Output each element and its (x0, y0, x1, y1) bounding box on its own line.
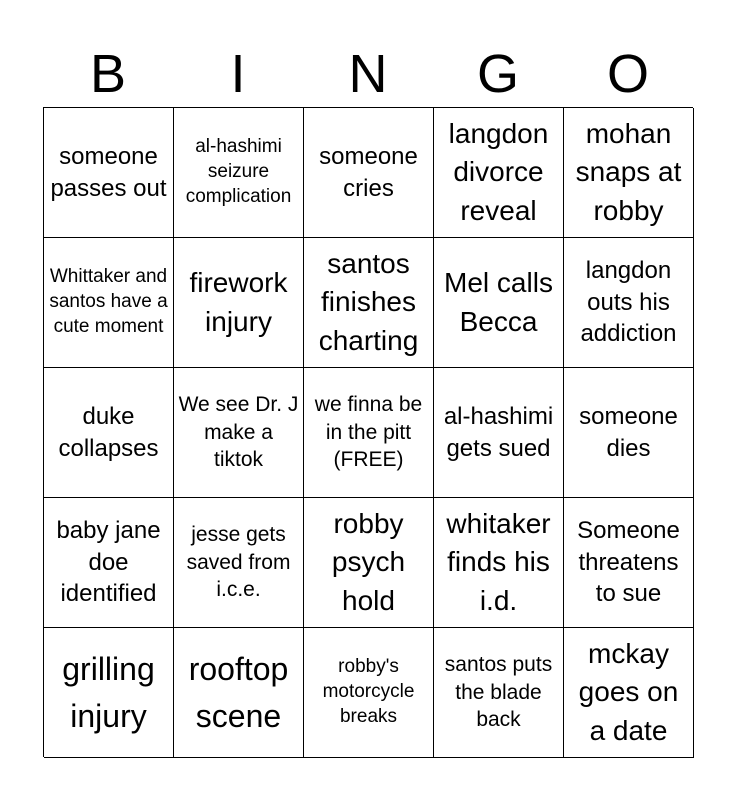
bingo-cell[interactable] (564, 628, 694, 758)
bingo-board (43, 107, 693, 757)
bingo-cell[interactable] (434, 628, 564, 758)
cell-text: santos puts the blade back (444, 652, 553, 732)
header-letter-b: B (89, 44, 127, 104)
bingo-cell[interactable] (304, 108, 434, 238)
cell-text: We see Dr. J make a tiktok (178, 392, 299, 472)
bingo-cell[interactable] (564, 368, 694, 498)
bingo-cell[interactable] (174, 108, 304, 238)
bingo-cell[interactable] (174, 368, 304, 498)
cell-text: Mel calls Becca (444, 266, 553, 337)
bingo-cell[interactable] (44, 368, 174, 498)
bingo-cell[interactable] (564, 238, 694, 368)
cell-text: Someone threatens to sue (577, 516, 680, 608)
cell-text: jesse gets saved from i.c.e. (186, 522, 291, 602)
bingo-cell[interactable] (564, 498, 694, 628)
bingo-cell[interactable] (304, 238, 434, 368)
bingo-cell[interactable] (434, 498, 564, 628)
bingo-cell[interactable] (564, 108, 694, 238)
bingo-cell[interactable] (174, 628, 304, 758)
bingo-cell[interactable] (44, 498, 174, 628)
header-letter-o: O (606, 44, 649, 104)
cell-text: duke collapses (58, 402, 159, 462)
bingo-cell[interactable] (44, 238, 174, 368)
cell-text: al-hashimi gets sued (443, 402, 554, 462)
bingo-cell[interactable] (44, 108, 174, 238)
cell-text: Whittaker and santos have a cute moment (49, 266, 168, 337)
cell-text: rooftop scene (188, 651, 289, 734)
cell-text: someone cries (319, 142, 418, 202)
header-letter-n: N (348, 44, 388, 104)
bingo-cell[interactable] (434, 368, 564, 498)
cell-text: langdon outs his addiction (580, 256, 677, 348)
cell-text: mohan snaps at robby (575, 117, 682, 226)
cell-text: al-hashimi seizure complication (185, 136, 292, 207)
header-letter-g: G (476, 44, 519, 104)
bingo-cell[interactable] (44, 628, 174, 758)
cell-text: langdon divorce reveal (448, 117, 549, 226)
bingo-cell[interactable] (304, 498, 434, 628)
cell-text: we finna be in the pitt (FREE) (314, 392, 423, 472)
bingo-cell[interactable] (174, 498, 304, 628)
cell-text: robby psych hold (331, 507, 406, 616)
header-letter-i: I (230, 44, 246, 104)
cell-text: santos finishes charting (318, 247, 419, 356)
cell-text: someone dies (579, 402, 678, 462)
bingo-cell[interactable] (304, 368, 434, 498)
bingo-cell[interactable] (304, 628, 434, 758)
cell-text: whitaker finds his i.d. (446, 507, 551, 616)
bingo-cell[interactable] (434, 108, 564, 238)
bingo-header (43, 40, 693, 108)
cell-text: firework injury (189, 266, 288, 337)
cell-text: baby jane doe identified (56, 516, 161, 608)
bingo-cell[interactable] (434, 238, 564, 368)
cell-text: mckay goes on a date (578, 637, 679, 746)
cell-text: someone passes out (50, 142, 167, 202)
cell-text: robby's motorcycle breaks (322, 656, 415, 727)
cell-text: grilling injury (62, 651, 155, 734)
bingo-cell[interactable] (174, 238, 304, 368)
